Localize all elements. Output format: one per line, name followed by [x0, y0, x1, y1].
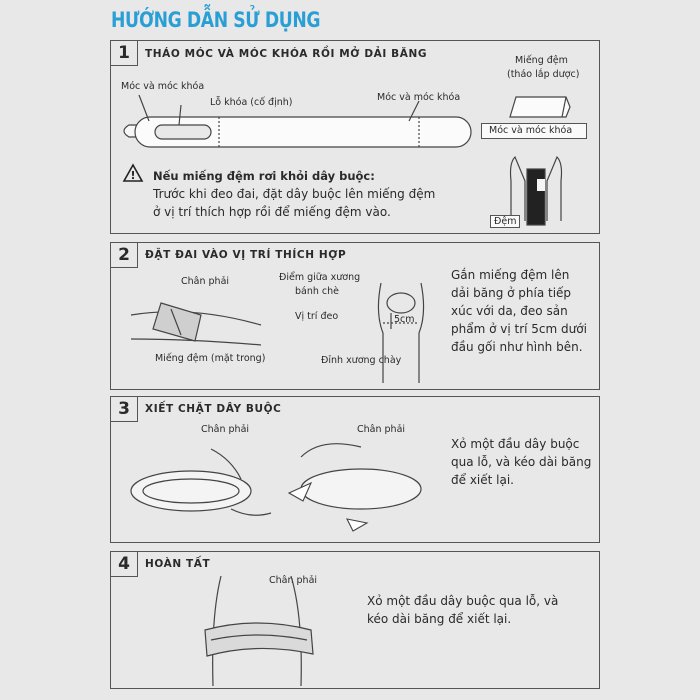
step-heading: XIẾT CHẶT DÂY BUỘC [145, 403, 282, 415]
step-number: 3 [111, 397, 138, 422]
label-five-cm: 5cm [394, 314, 415, 325]
step-number: 2 [111, 243, 138, 268]
page-title: HƯỚNG DẪN SỬ DỤNG [111, 8, 321, 32]
step-2-text: Gắn miếng đệm lên dải băng ở phía tiếp xúc với da, đeo sản phẩm ở vị trí 5cm dưới đầu gối như hình bên. [451, 268, 587, 354]
label-knee-mid-1: Điểm giữa xương [279, 272, 361, 283]
step-heading: HOÀN TẤT [145, 558, 211, 570]
label-right-leg: Chân phải [181, 276, 230, 287]
label-pad-title-1: Miếng đệm [515, 55, 568, 66]
warning-title: Nếu miếng đệm rơi khỏi dây buộc: [153, 169, 375, 183]
step-4-panel [110, 551, 600, 689]
step-number: 1 [111, 41, 138, 66]
knee-illustration [361, 283, 441, 383]
tighten-left-illustration [121, 439, 271, 529]
svg-text:!: ! [130, 169, 136, 182]
label-pad-box: Móc và móc khóa [489, 125, 573, 136]
label-right-leg-b: Chân phải [357, 424, 406, 435]
label-knee-mid-2: bánh chè [295, 286, 340, 297]
pad-illustration [506, 91, 576, 121]
step-3-panel [110, 396, 600, 543]
step-2-panel [110, 242, 600, 390]
label-pad-small: Đệm [490, 215, 520, 228]
leg-with-strap-illustration [131, 295, 271, 355]
label-hook-left: Móc và móc khóa [121, 81, 205, 92]
tighten-right-illustration [281, 437, 431, 532]
step-1-panel [110, 40, 600, 234]
label-wear-pos: Vị trí đeo [295, 311, 339, 322]
label-right-leg: Chân phải [269, 575, 318, 586]
step-3-text: Xỏ một đầu dây buộc qua lỗ, và kéo dài băng để xiết lại. [451, 437, 592, 487]
label-lock-hole: Lỗ khóa (cố định) [210, 97, 293, 108]
label-tibia: Đỉnh xương chày [321, 355, 402, 366]
warning-text: Trước khi đeo đai, đặt dây buộc lên miếng đệm ở vị trí thích hợp rồi để miếng đệm vào. [153, 187, 436, 219]
step-4-text: Xỏ một đầu dây buộc qua lỗ, và kéo dài băng để xiết lại. [367, 594, 559, 626]
label-pad-title-2: (tháo lắp dược) [507, 69, 580, 80]
warning-icon [123, 164, 143, 182]
step-heading: ĐẶT ĐAI VÀO VỊ TRÍ THÍCH HỢP [145, 249, 347, 261]
label-hook-right: Móc và móc khóa [377, 92, 461, 103]
finished-strap-illustration [191, 576, 331, 686]
step-heading: THÁO MÓC VÀ MÓC KHÓA RỒI MỞ DẢI BĂNG [145, 48, 428, 60]
step-number: 4 [111, 552, 138, 577]
label-right-leg-a: Chân phải [201, 424, 250, 435]
pad-box [481, 123, 587, 139]
label-pad-inner: Miếng đệm (mặt trong) [155, 353, 266, 364]
strap-illustration [119, 111, 479, 161]
